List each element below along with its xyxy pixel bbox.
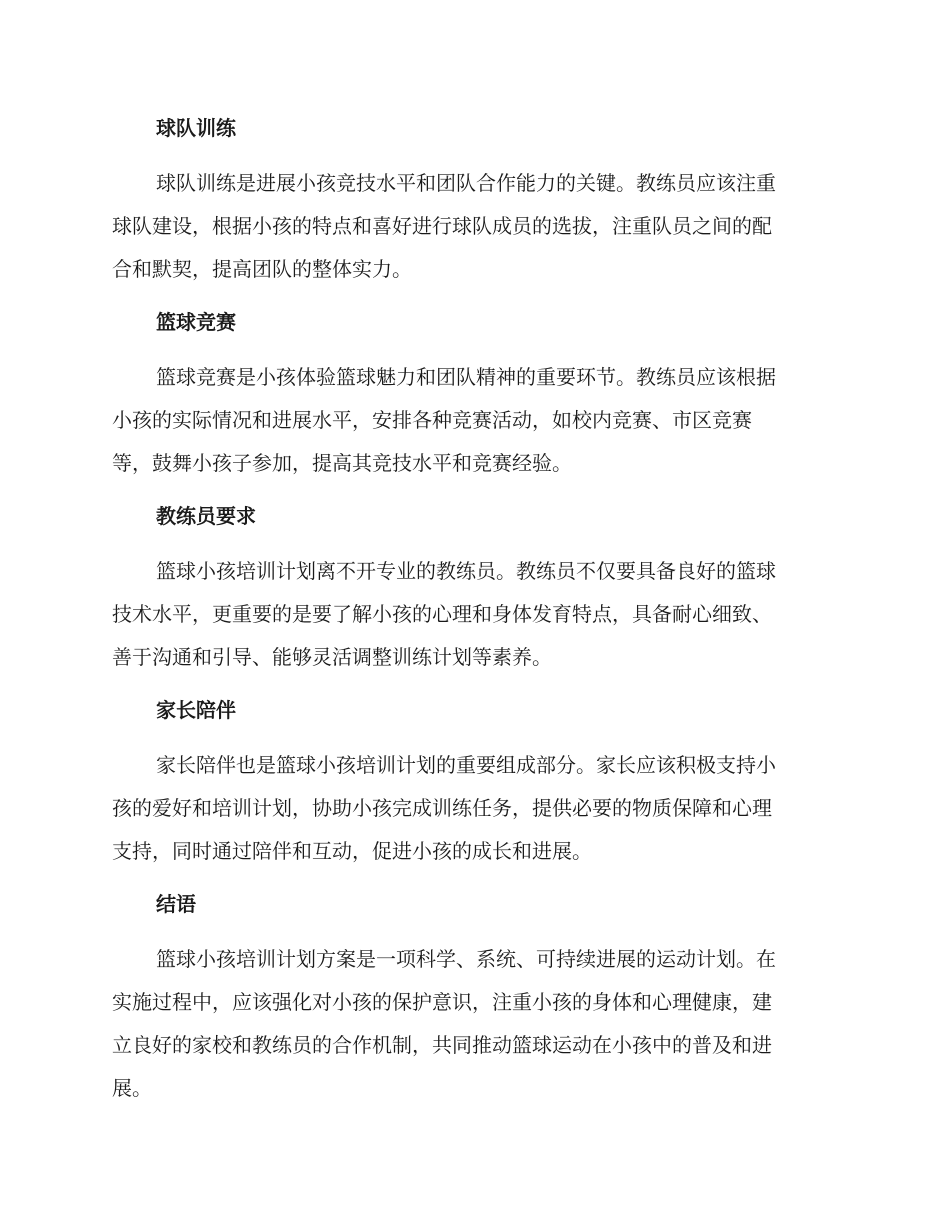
section-parent-companionship xyxy=(112,696,832,724)
paragraph-line: 篮球竞赛是小孩体验篮球魅力和团队精神的重要环节。教练员应该根据 xyxy=(156,365,776,389)
paragraph-line: 篮球小孩培训计划离不开专业的教练员。教练员不仅要具备良好的篮球 xyxy=(156,559,776,583)
paragraph-line: 善于沟通和引导、能够灵活调整训练计划等素养。 xyxy=(112,645,552,669)
section-conclusion xyxy=(112,890,832,918)
section-basketball-competition xyxy=(112,308,832,336)
paragraph-line: 篮球小孩培训计划方案是一项科学、系统、可持续进展的运动计划。在 xyxy=(156,947,776,971)
section-heading: 球队训练 xyxy=(156,116,236,140)
paragraph-line: 球队训练是进展小孩竞技水平和团队合作能力的关键。教练员应该注重 xyxy=(156,171,776,195)
paragraph-line: 合和默契，提高团队的整体实力。 xyxy=(112,257,412,281)
paragraph-line: 孩的爱好和培训计划，协助小孩完成训练任务，提供必要的物质保障和心理 xyxy=(112,796,772,820)
paragraph-line: 等，鼓舞小孩子参加，提高其竞技水平和竞赛经验。 xyxy=(112,451,572,475)
paragraph-line: 支持，同时通过陪伴和互动，促进小孩的成长和进展。 xyxy=(112,839,592,863)
paragraph-line: 小孩的实际情况和进展水平，安排各种竞赛活动，如校内竞赛、市区竞赛 xyxy=(112,408,752,432)
section-heading: 教练员要求 xyxy=(156,504,256,528)
section-heading: 家长陪伴 xyxy=(156,698,236,722)
paragraph-line: 球队建设，根据小孩的特点和喜好进行球队成员的选拔，注重队员之间的配 xyxy=(112,214,772,238)
paragraph-line: 立良好的家校和教练员的合作机制，共同推动篮球运动在小孩中的普及和进 xyxy=(112,1033,772,1057)
paragraph-line: 技术水平，更重要的是要了解小孩的心理和身体发育特点，具备耐心细致、 xyxy=(112,602,772,626)
section-team-training xyxy=(112,114,832,142)
section-coach-requirements xyxy=(112,502,832,530)
paragraph-line: 家长陪伴也是篮球小孩培训计划的重要组成部分。家长应该积极支持小 xyxy=(156,753,776,777)
section-heading: 结语 xyxy=(156,892,196,916)
paragraph-line: 实施过程中，应该强化对小孩的保护意识，注重小孩的身体和心理健康，建 xyxy=(112,990,772,1014)
paragraph-line: 展。 xyxy=(112,1076,152,1100)
section-heading: 篮球竞赛 xyxy=(156,310,236,334)
